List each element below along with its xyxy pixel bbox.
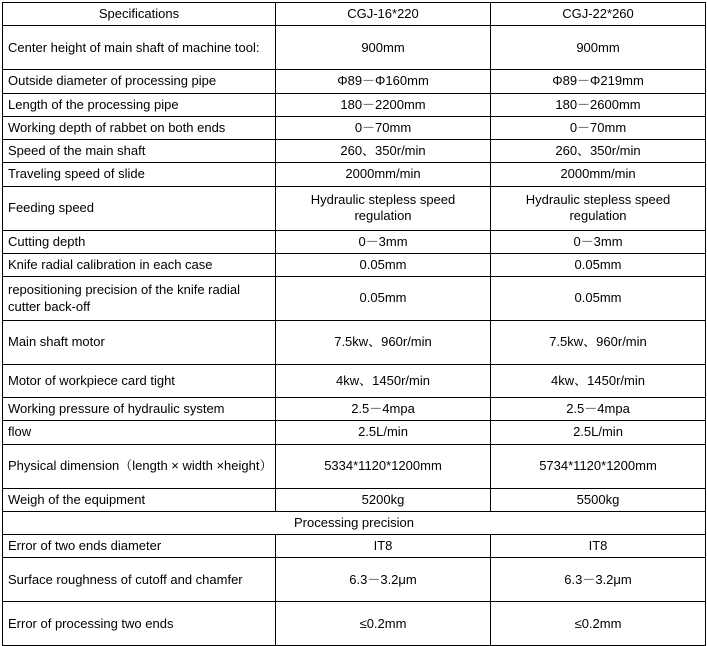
section-title-processing-precision: Processing precision	[3, 511, 706, 534]
table-row	[3, 558, 706, 602]
table-row	[3, 93, 706, 116]
row-value-model-2: Φ89－Φ219mm	[491, 70, 706, 93]
row-value-model-1: 0.05mm	[276, 277, 491, 321]
table-row	[3, 488, 706, 511]
row-label: Working depth of rabbet on both ends	[3, 116, 276, 139]
row-value-model-1: Φ89－Φ160mm	[276, 70, 491, 93]
row-value-model-1: 7.5kw、960r/min	[276, 321, 491, 365]
table-row	[3, 444, 706, 488]
column-header-specifications: Specifications	[3, 3, 276, 26]
row-label: Center height of main shaft of machine tool:	[3, 26, 276, 70]
table-row	[3, 163, 706, 186]
row-value-model-2: 900mm	[491, 26, 706, 70]
table-row	[3, 70, 706, 93]
row-value-model-2: 4kw、1450r/min	[491, 365, 706, 398]
table-row	[3, 398, 706, 421]
row-value-model-1: ≤0.2mm	[276, 602, 491, 646]
row-label: Error of processing two ends	[3, 602, 276, 646]
row-value-model-2: IT8	[491, 535, 706, 558]
table-row	[3, 277, 706, 321]
row-value-model-2: 0－70mm	[491, 116, 706, 139]
row-label: flow	[3, 421, 276, 444]
row-value-model-1: 260、350r/min	[276, 140, 491, 163]
table-row	[3, 26, 706, 70]
column-header-model-1: CGJ-16*220	[276, 3, 491, 26]
row-value-model-2: 2.5－4mpa	[491, 398, 706, 421]
row-value-model-2: Hydraulic stepless speed regulation	[491, 186, 706, 230]
row-value-model-1: 0－3mm	[276, 230, 491, 253]
table-header-row	[3, 3, 706, 26]
table-row	[3, 535, 706, 558]
row-label: Motor of workpiece card tight	[3, 365, 276, 398]
table-row	[3, 230, 706, 253]
row-label: repositioning precision of the knife radial cutter back-off	[3, 277, 276, 321]
row-value-model-1: 5334*1120*1200mm	[276, 444, 491, 488]
row-value-model-1: Hydraulic stepless speed regulation	[276, 186, 491, 230]
specifications-table	[2, 2, 706, 646]
row-label: Speed of the main shaft	[3, 140, 276, 163]
row-label: Length of the processing pipe	[3, 93, 276, 116]
row-label: Knife radial calibration in each case	[3, 253, 276, 276]
row-value-model-2: 180－2600mm	[491, 93, 706, 116]
row-value-model-2: 0－3mm	[491, 230, 706, 253]
row-value-model-1: 0－70mm	[276, 116, 491, 139]
row-value-model-1: IT8	[276, 535, 491, 558]
table-row	[3, 186, 706, 230]
table-row	[3, 253, 706, 276]
row-label: Traveling speed of slide	[3, 163, 276, 186]
row-value-model-2: 5734*1120*1200mm	[491, 444, 706, 488]
row-value-model-1: 5200kg	[276, 488, 491, 511]
row-label: Main shaft motor	[3, 321, 276, 365]
table-row	[3, 321, 706, 365]
row-value-model-2: 2.5L/min	[491, 421, 706, 444]
row-value-model-1: 6.3－3.2μm	[276, 558, 491, 602]
row-value-model-1: 2000mm/min	[276, 163, 491, 186]
row-value-model-1: 180－2200mm	[276, 93, 491, 116]
column-header-model-2: CGJ-22*260	[491, 3, 706, 26]
row-value-model-1: 2.5－4mpa	[276, 398, 491, 421]
table-row	[3, 602, 706, 646]
row-value-model-1: 900mm	[276, 26, 491, 70]
row-value-model-2: 0.05mm	[491, 253, 706, 276]
row-value-model-1: 4kw、1450r/min	[276, 365, 491, 398]
table-row	[3, 140, 706, 163]
row-label: Error of two ends diameter	[3, 535, 276, 558]
row-label: Outside diameter of processing pipe	[3, 70, 276, 93]
row-value-model-2: 6.3－3.2μm	[491, 558, 706, 602]
row-value-model-2: ≤0.2mm	[491, 602, 706, 646]
row-value-model-2: 0.05mm	[491, 277, 706, 321]
table-row	[3, 116, 706, 139]
row-value-model-2: 5500kg	[491, 488, 706, 511]
section-header-row	[3, 511, 706, 534]
row-label: Weigh of the equipment	[3, 488, 276, 511]
row-value-model-2: 7.5kw、960r/min	[491, 321, 706, 365]
row-value-model-2: 2000mm/min	[491, 163, 706, 186]
row-value-model-2: 260、350r/min	[491, 140, 706, 163]
table-row	[3, 421, 706, 444]
row-value-model-1: 0.05mm	[276, 253, 491, 276]
table-row	[3, 365, 706, 398]
row-label: Working pressure of hydraulic system	[3, 398, 276, 421]
row-label: Cutting depth	[3, 230, 276, 253]
row-label: Physical dimension（length × width ×height）	[3, 444, 276, 488]
row-label: Surface roughness of cutoff and chamfer	[3, 558, 276, 602]
row-value-model-1: 2.5L/min	[276, 421, 491, 444]
row-label: Feeding speed	[3, 186, 276, 230]
